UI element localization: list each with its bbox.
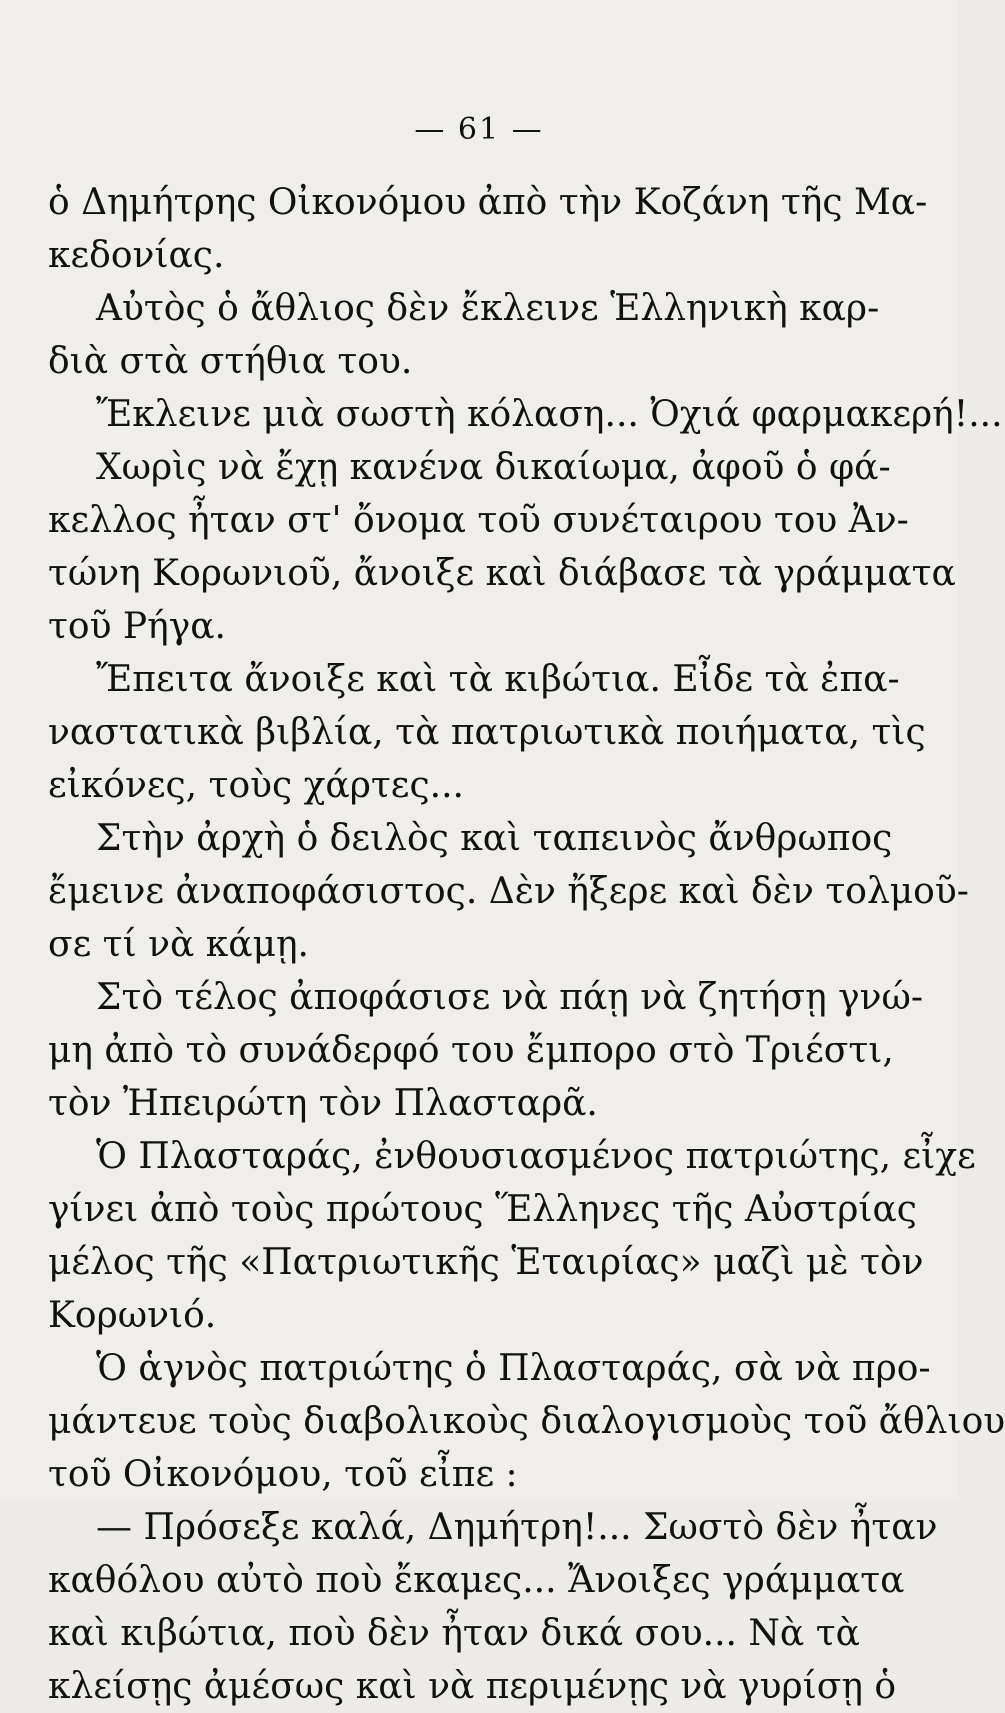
text-line: Ἔκλεινε μιὰ σωστὴ κόλαση... Ὀχιά φαρμακερή!...	[96, 394, 1003, 435]
text-line: Ὁ Πλασταράς, ἐνθουσιασμένος πατριώτης, εἶχε	[96, 1136, 976, 1177]
text-line: τώνη Κορωνιοῦ, ἄνοιξε καὶ διάβασε τὰ γράμματα	[48, 553, 956, 594]
text-line: κλείσῃς ἀμέσως καὶ νὰ περιμένῃς νὰ γυρίσῃ ὁ	[48, 1666, 897, 1707]
page-number: — 61 —	[414, 112, 544, 147]
page-text	[48, 176, 1005, 1713]
text-line: καὶ κιβώτια, ποὺ δὲν ἦταν δικά σου... Νὰ τὰ	[48, 1613, 860, 1654]
text-line: καθόλου αὐτὸ ποὺ ἔκαμες... Ἄνοιξες γράμματα	[48, 1560, 905, 1601]
text-line: κελλος ἦταν στ' ὄνομα τοῦ συνέταιρου του Ἀν-	[48, 500, 909, 541]
text-line: Κορωνιό.	[48, 1295, 217, 1336]
text-line: μέλος τῆς «Πατριωτικῆς Ἑταιρίας» μαζὶ μὲ τὸν	[48, 1242, 924, 1283]
text-line: διὰ στὰ στήθια του.	[48, 341, 413, 382]
text-line: ἔμεινε ἀναποφάσιστος. Δὲν ἤξερε καὶ δὲν τολμοῦ-	[48, 871, 969, 912]
text-line: μάντευε τοὺς διαβολικοὺς διαλογισμοὺς τοῦ ἄθλιου	[48, 1401, 1005, 1442]
text-line: τοῦ Οἰκονόμου, τοῦ εἶπε :	[48, 1454, 518, 1495]
text-line: Ὁ ἁγνὸς πατριώτης ὁ Πλασταράς, σὰ νὰ προ-	[96, 1348, 931, 1389]
text-line: μη ἀπὸ τὸ συνάδερφό του ἔμπορο στὸ Τριέστι,	[48, 1030, 894, 1071]
text-line: Ἔπειτα ἄνοιξε καὶ τὰ κιβώτια. Εἶδε τὰ ἐπα-	[96, 659, 900, 700]
text-line: τὸν Ἠπειρώτη τὸν Πλασταρᾶ.	[48, 1083, 598, 1124]
text-line: Στὴν ἀρχὴ ὁ δειλὸς καὶ ταπεινὸς ἄνθρωπος	[96, 818, 893, 859]
text-line: εἰκόνες, τοὺς χάρτες...	[48, 765, 464, 806]
text-line: Αὐτὸς ὁ ἄθλιος δὲν ἔκλεινε Ἑλληνικὴ καρ-	[96, 288, 880, 329]
text-line: — Πρόσεξε καλά, Δημήτρη!... Σωστὸ δὲν ἦταν	[96, 1507, 938, 1548]
text-line: ὁ Δημήτρης Οἰκονόμου ἀπὸ τὴν Κοζάνη τῆς Μα-	[48, 182, 928, 223]
text-line: γίνει ἀπὸ τοὺς πρώτους Ἕλληνες τῆς Αὐστρίας	[48, 1189, 917, 1230]
text-line: Χωρὶς νὰ ἔχῃ κανένα δικαίωμα, ἀφοῦ ὁ φά-	[96, 447, 891, 488]
text-line: σε τί νὰ κάμῃ.	[48, 924, 309, 965]
text-line: κεδονίας.	[48, 235, 225, 276]
text-line: τοῦ Ρήγα.	[48, 606, 226, 647]
text-line: ναστατικὰ βιβλία, τὰ πατριωτικὰ ποιήματα, τὶς	[48, 712, 926, 753]
text-line: Στὸ τέλος ἀποφάσισε νὰ πάῃ νὰ ζητήσῃ γνώ-	[96, 977, 923, 1018]
